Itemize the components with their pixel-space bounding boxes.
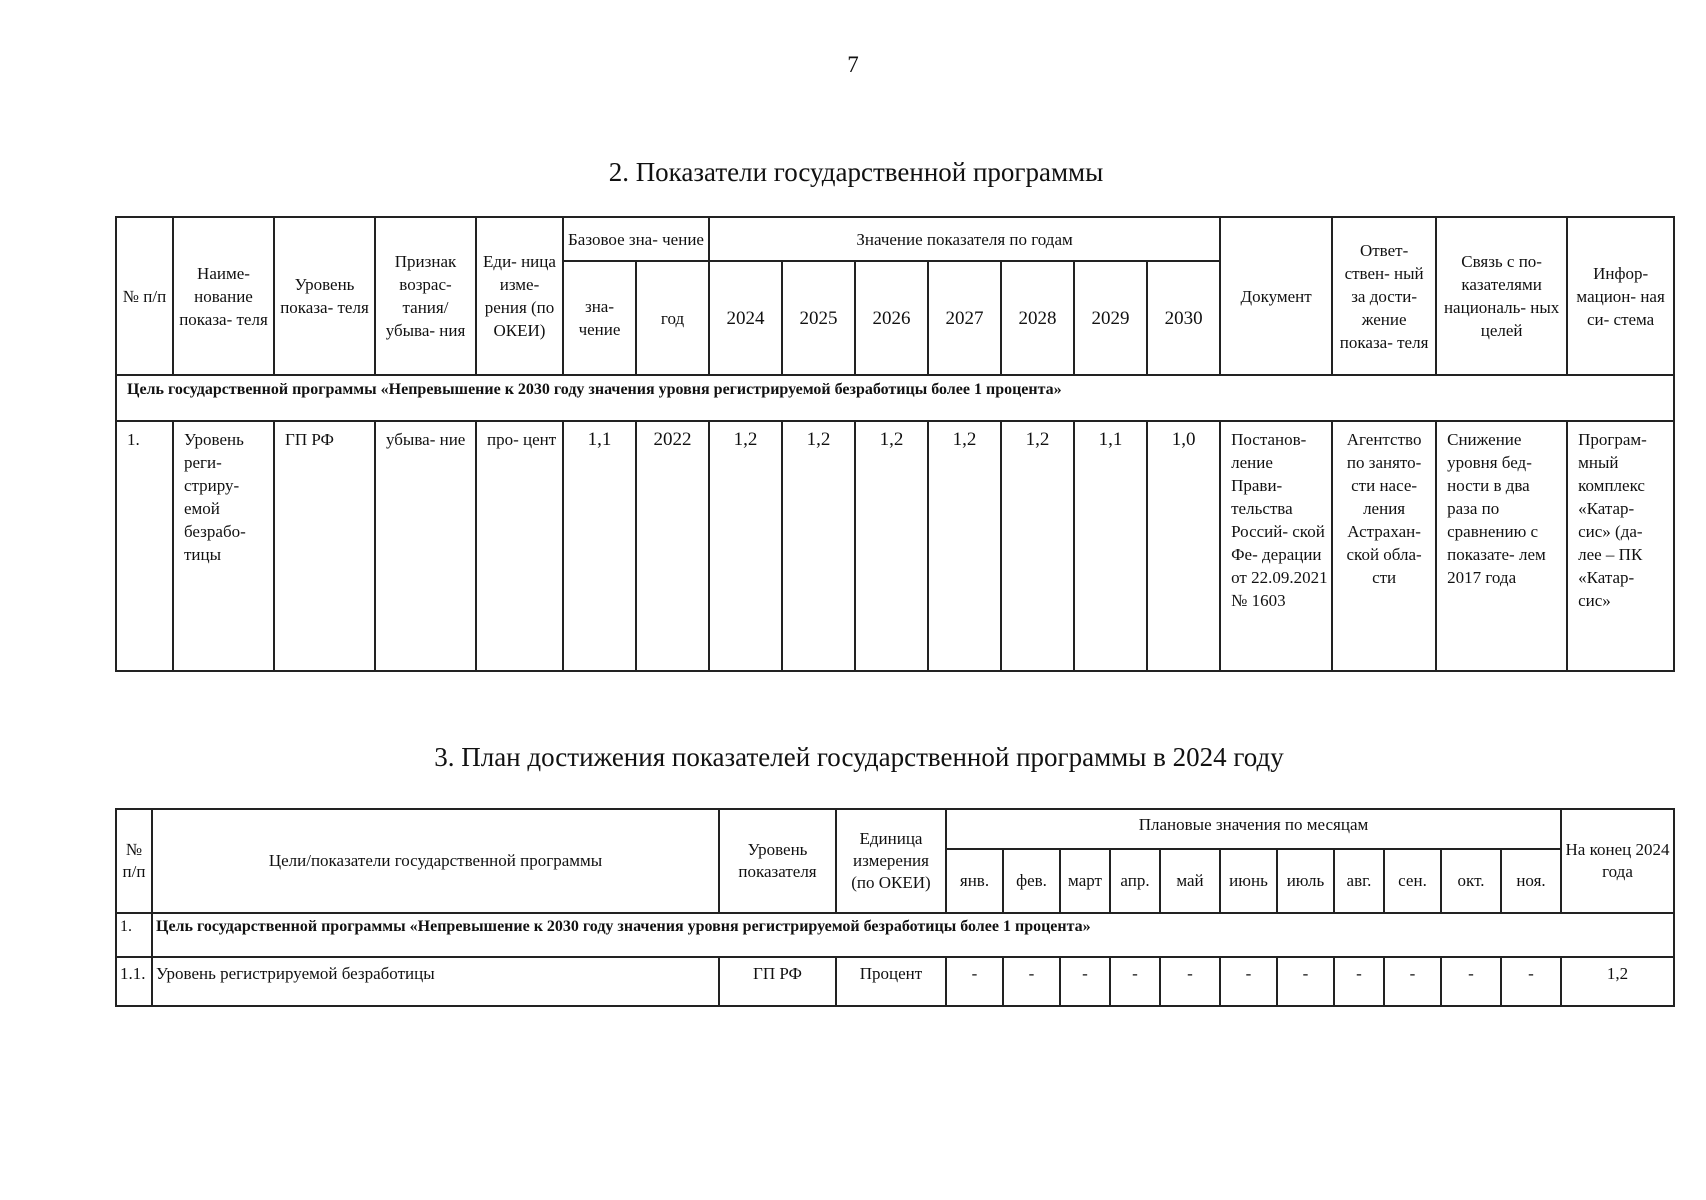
header-month: ноя. <box>1501 849 1561 913</box>
header-month: март <box>1060 849 1110 913</box>
header-month: окт. <box>1441 849 1501 913</box>
row-base-value: 1,1 <box>563 421 636 671</box>
row-month-value: - <box>1501 957 1561 1006</box>
page-number: 7 <box>847 52 859 77</box>
row-year-value: 1,2 <box>1001 421 1074 671</box>
row-name: Уровень реги- стриру- емой безрабо- тицы <box>173 421 274 671</box>
header-month: янв. <box>946 849 1003 913</box>
header-num: № п/п <box>116 809 152 913</box>
header-level: Уровень показателя <box>719 809 836 913</box>
row-info-system: Програм- мный комплекс «Катар- сис» (да- лее – ПК «Катар- сис» <box>1567 421 1674 671</box>
header-year: 2025 <box>782 261 855 375</box>
header-month: сен. <box>1384 849 1441 913</box>
header-responsible: Ответ- ствен- ный за дости- жение показа- теля <box>1332 217 1436 375</box>
row-end-value: 1,2 <box>1561 957 1674 1006</box>
section-3-title: 3. План достижения показателей государственной программы в 2024 году <box>434 742 1284 772</box>
header-info-system: Инфор- мацион- ная си- стема <box>1567 217 1674 375</box>
header-document: Документ <box>1220 217 1332 375</box>
header-link: Связь с по- казателями националь- ных целей <box>1436 217 1567 375</box>
header-year: 2026 <box>855 261 928 375</box>
row-month-value: - <box>1003 957 1060 1006</box>
indicators-table <box>115 216 1675 672</box>
row-year-value: 1,1 <box>1074 421 1147 671</box>
row-month-value: - <box>1277 957 1334 1006</box>
header-base: Базовое зна- чение <box>563 217 709 261</box>
row-name: Уровень регистрируемой безработицы <box>152 957 719 1006</box>
row-month-value: - <box>1060 957 1110 1006</box>
header-name: Наиме- нование показа- теля <box>173 217 274 375</box>
row-trend: убыва- ние <box>375 421 476 671</box>
row-unit: про- цент <box>476 421 563 671</box>
header-num: № п/п <box>116 217 173 375</box>
goal-num: 1. <box>116 913 152 957</box>
header-base-value: зна- чение <box>563 261 636 375</box>
header-by-years: Значение показателя по годам <box>709 217 1220 261</box>
table-row <box>116 957 1674 1006</box>
plan-table <box>115 808 1675 1007</box>
header-month: май <box>1160 849 1220 913</box>
header-year: 2029 <box>1074 261 1147 375</box>
row-num: 1.1. <box>116 957 152 1006</box>
section-2-title: 2. Показатели государственной программы <box>608 157 1104 187</box>
header-month: фев. <box>1003 849 1060 913</box>
row-month-value: - <box>1334 957 1384 1006</box>
row-num: 1. <box>116 421 173 671</box>
header-unit: Еди- ница изме- рения (по ОКЕИ) <box>476 217 563 375</box>
header-year: 2027 <box>928 261 1001 375</box>
row-month-value: - <box>946 957 1003 1006</box>
row-month-value: - <box>1220 957 1277 1006</box>
header-base-year: год <box>636 261 709 375</box>
row-year-value: 1,2 <box>855 421 928 671</box>
header-end-of-year: На конец 2024 года <box>1561 809 1674 913</box>
header-year: 2024 <box>709 261 782 375</box>
row-link: Снижение уровня бед- ности в два раза по сравнению с показате- лем 2017 года <box>1436 421 1567 671</box>
header-trend: Признак возрас- тания/ убыва- ния <box>375 217 476 375</box>
row-month-value: - <box>1110 957 1160 1006</box>
header-year: 2030 <box>1147 261 1220 375</box>
row-document: Постанов- ление Прави- тельства Россий- ской Фе- дерации от 22.09.2021 № 1603 <box>1220 421 1332 671</box>
row-year-value: 1,0 <box>1147 421 1220 671</box>
row-year-value: 1,2 <box>928 421 1001 671</box>
header-month: апр. <box>1110 849 1160 913</box>
program-goal: Цель государственной программы «Непревышение к 2030 году значения уровня регистрируемой безработицы более 1 процента» <box>116 375 1674 421</box>
header-monthly: Плановые значения по месяцам <box>946 809 1561 849</box>
row-level: ГП РФ <box>274 421 375 671</box>
table-row <box>116 421 1674 671</box>
row-responsible: Агентство по занято- сти насе- ления Астрахан- ской обла- сти <box>1332 421 1436 671</box>
row-year-value: 1,2 <box>709 421 782 671</box>
row-month-value: - <box>1441 957 1501 1006</box>
row-month-value: - <box>1160 957 1220 1006</box>
row-base-year: 2022 <box>636 421 709 671</box>
header-month: авг. <box>1334 849 1384 913</box>
row-level: ГП РФ <box>719 957 836 1006</box>
row-month-value: - <box>1384 957 1441 1006</box>
header-month: июнь <box>1220 849 1277 913</box>
header-unit: Единица измерения (по ОКЕИ) <box>836 809 946 913</box>
program-goal: Цель государственной программы «Непревышение к 2030 году значения уровня регистрируемой безработицы более 1 процента» <box>152 913 1674 957</box>
row-unit: Процент <box>836 957 946 1006</box>
row-year-value: 1,2 <box>782 421 855 671</box>
header-level: Уровень показа- теля <box>274 217 375 375</box>
header-year: 2028 <box>1001 261 1074 375</box>
header-month: июль <box>1277 849 1334 913</box>
header-goals: Цели/показатели государственной программы <box>152 809 719 913</box>
